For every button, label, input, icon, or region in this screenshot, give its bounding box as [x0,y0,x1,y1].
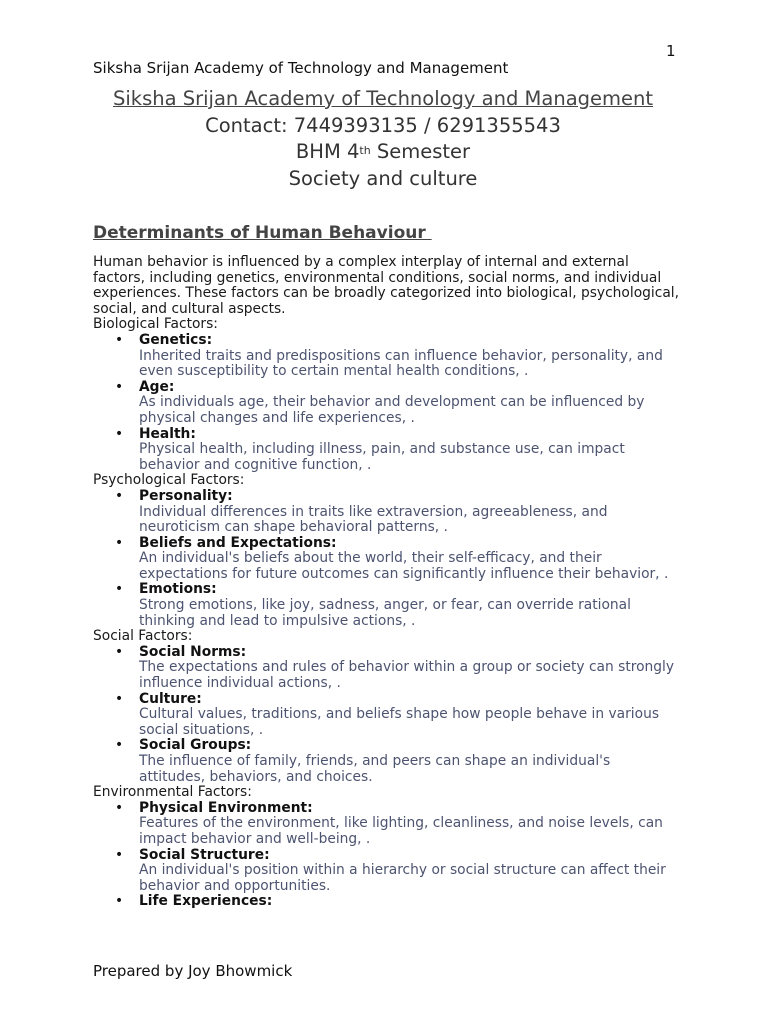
section-heading: Determinants of Human Behaviour [93,223,432,243]
factor-description: An individual's beliefs about the world, their self-efficacy, and their expectations for future outcomes can significantly influence their behavior, . [139,550,669,582]
factor-description: Features of the environment, like lighting, cleanliness, and noise levels, can impact behavior and well-being, . [139,815,663,847]
factor-social-structure [93,848,693,895]
factor-personality [93,489,693,536]
institution-title: Siksha Srijan Academy of Technology and Management [112,87,654,110]
running-header: Siksha Srijan Academy of Technology and Management [93,59,509,77]
bullet-icon: • [115,487,124,504]
factor-name: Age: [139,378,175,395]
category-label: Environmental Factors: [93,784,252,801]
factor-name: Emotions: [139,581,217,598]
bullet-icon: • [115,893,124,910]
factor-health [93,427,693,474]
factor-social-groups [93,738,693,785]
footer-author: Prepared by Joy Bhowmick [93,962,293,980]
category-label: Psychological Factors: [93,472,245,489]
factor-life-experiences [93,894,693,910]
bullet-icon: • [115,425,124,442]
factor-name: Health: [139,425,196,442]
bullet-icon: • [115,846,124,863]
factor-name: Social Norms: [139,643,247,660]
factor-description: Inherited traits and predispositions can influence behavior, personality, and even susceptibility to certain mental health conditions, . [139,347,663,380]
bullet-icon: • [115,534,124,551]
factor-name: Personality: [139,487,233,504]
category-biological [93,317,693,473]
semester-line [93,139,673,166]
factor-physical-environment [93,801,693,848]
factor-culture [93,692,693,739]
semester-suffix: Semester [370,140,471,163]
factor-emotions [93,582,693,629]
factor-name: Social Groups: [139,737,252,754]
category-psychological [93,473,693,629]
factor-name: Culture: [139,690,202,707]
factor-name: Physical Environment: [139,799,313,816]
bullet-icon: • [115,799,124,816]
factor-list [93,489,693,629]
semester-prefix: BHM 4 [295,140,360,163]
bullet-icon: • [115,581,124,598]
factor-list [93,801,693,910]
factor-name: Life Experiences: [139,893,273,910]
title-block [93,86,673,192]
bullet-icon: • [115,643,124,660]
document-body [93,255,693,910]
semester-ordinal: th [359,144,371,157]
category-label: Biological Factors: [93,316,218,333]
factor-description: The expectations and rules of behavior within a group or society can strongly influence individual actions, . [139,659,675,692]
factor-description: Cultural values, traditions, and beliefs shape how people behave in various social situations, . [139,706,660,738]
category-label: Social Factors: [93,628,193,645]
factor-description: Physical health, including illness, pain, and substance use, can impact behavior and cognitive function, . [139,441,625,473]
bullet-icon: • [115,690,124,707]
factor-description: An individual's position within a hierarchy or social structure can affect their behavior and opportunities. [139,862,666,894]
factor-list [93,645,693,785]
factor-description: The influence of family, friends, and peers can shape an individual's attitudes, behaviors, and choices. [139,753,611,785]
factor-description: As individuals age, their behavior and development can be influenced by physical changes and life experiences, . [139,394,645,426]
factor-beliefs [93,536,693,583]
factor-name: Social Structure: [139,846,270,863]
page-number: 1 [666,42,676,60]
factor-social-norms [93,645,693,692]
bullet-icon: • [115,331,124,348]
factor-age [93,380,693,427]
factor-description: Strong emotions, like joy, sadness, anger, or fear, can override rational thinking and lead to impulsive actions, . [139,597,631,629]
category-social [93,629,693,785]
bullet-icon: • [115,378,124,395]
factor-name: Beliefs and Expectations: [139,534,337,551]
factor-genetics [93,333,693,380]
factor-name: Genetics: [139,331,213,348]
subject-title: Society and culture [288,166,478,190]
contact-line: Contact: 7449393135 / 6291355543 [205,113,561,137]
intro-paragraph: Human behavior is influenced by a complex interplay of internal and external factors, including genetics, environmental conditions, social norms, and individual experiences. These factors can be broadly categorized into biological, psychological, social, and cultural aspects. [93,254,679,317]
category-environmental [93,785,693,910]
bullet-icon: • [115,737,124,754]
factor-description: Individual differences in traits like extraversion, agreeableness, and neuroticism can shape behavioral patterns, . [139,503,608,536]
factor-list [93,333,693,473]
